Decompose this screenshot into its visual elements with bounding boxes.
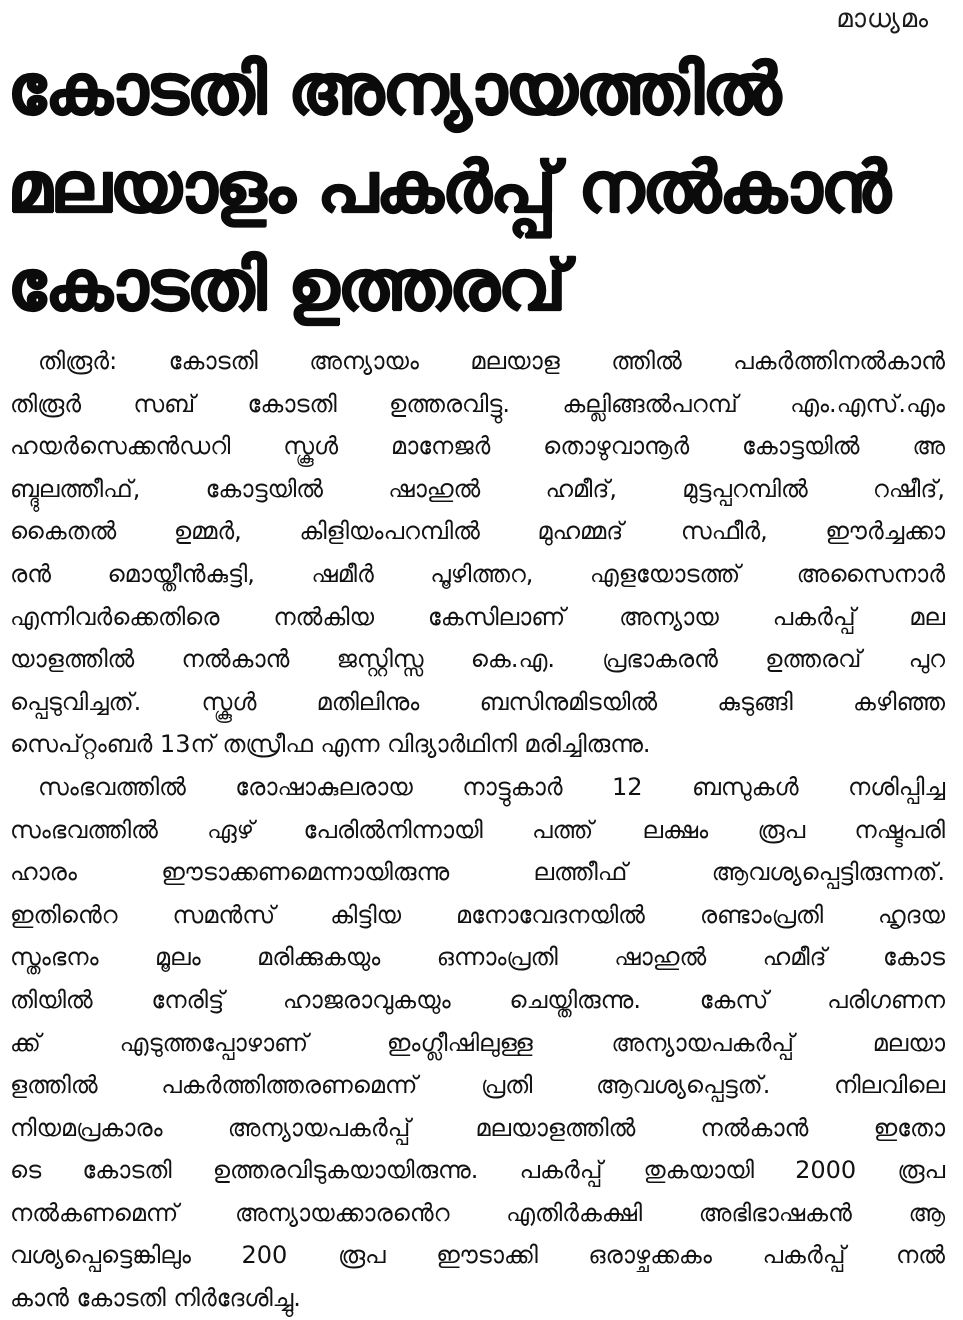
- article-line: കൈതൽ ഉമ്മർ, കിളിയംപറമ്പിൽ മുഹമ്മദ് സഫീർ, ഈർച്ചക്കാ: [10, 517, 945, 546]
- article-line: നിയമപ്രകാരം അന്യായപകർപ്പ് മലയാളത്തിൽ നൽകാൻ ഇതോ: [10, 1113, 945, 1142]
- article-line: ഹയർസെക്കൻഡറി സ്കൂൾ മാനേജർ തൊഴുവാനൂർ കോട്ടയിൽ അ: [10, 432, 945, 461]
- article-line: സംഭവത്തിൽ രോഷാകുലരായ നാട്ടുകാർ 12 ബസുകൾ നശിപ്പിച്ച: [38, 772, 945, 801]
- article-line: എന്നിവർക്കെതിരെ നൽകിയ കേസിലാണ് അന്യായ പകർപ്പ് മല: [10, 602, 945, 631]
- article-line: ഇതിൻെറ സമൻസ് കിട്ടിയ മനോവേദനയിൽ രണ്ടാംപ്രതി ഹൃദയ: [10, 900, 945, 929]
- newspaper-masthead: മാധ്യമം: [836, 4, 929, 34]
- article-line: സ്തംഭനം മൂലം മരിക്കുകയും ഒന്നാംപ്രതി ഷാഹുൽ ഹമീദ് കോട: [10, 943, 945, 972]
- article-line: വശ്യപ്പെട്ടെങ്കിലും 200 രൂപ ഈടാക്കി ഒരാഴ്ചക്കകം പകർപ്പ് നൽ: [10, 1241, 945, 1270]
- article-line: തിരൂർ സബ് കോടതി ഉത്തരവിട്ടു. കല്ലിങ്ങൽപറമ്പ് എം.എസ്.എം: [10, 389, 945, 418]
- headline-line: കോടതി അന്യായത്തിൽ: [8, 48, 780, 130]
- headline-line: കോടതി ഉത്തരവ്: [8, 244, 566, 326]
- article-line: യാളത്തിൽ നൽകാൻ ജസ്റ്റിസ്സ കെ.എ. പ്രഭാകരൻ ഉത്തരവ് പുറ: [10, 645, 945, 674]
- article-body: [10, 340, 945, 1320]
- headline: [8, 40, 938, 334]
- article-line: പ്പെടുവിച്ചത്. സ്കൂൾ മതിലിനും ബസിനുമിടയിൽ കുടുങ്ങി കഴിഞ്ഞ: [10, 687, 945, 716]
- article-line: ക്ക് എടുത്തപ്പോഴാണ് ഇംഗ്ലീഷിലുള്ള അന്യായപകർപ്പ് മലയാ: [10, 1028, 945, 1057]
- article-line: ളത്തിൽ പകർത്തിത്തരണമെന്ന് പ്രതി ആവശ്യപ്പെട്ടത്. നിലവിലെ: [10, 1071, 945, 1100]
- article-line: ടെ കോടതി ഉത്തരവിടുകയായിരുന്നു. പകർപ്പ് തുകയായി 2000 രൂപ: [10, 1156, 945, 1185]
- article-line: നൽകണമെന്ന് അന്യായക്കാരൻെറ എതിർകക്ഷി അഭിഭാഷകൻ ആ: [10, 1198, 945, 1227]
- article-line: സെപ്റ്റംബർ 13ന് തസ്രീഫ എന്ന വിദ്യാർഥിനി മരിച്ചിരുന്നു.: [10, 730, 651, 759]
- article-line: സംഭവത്തിൽ ഏഴ് പേരിൽനിന്നായി പത്ത് ലക്ഷം രൂപ നഷ്ടപരി: [10, 815, 945, 844]
- article-line: തിരൂർ: കോടതി അന്യായം മലയാള ത്തിൽ പകർത്തിനൽകാൻ: [38, 347, 945, 375]
- article-line: കാൻ കോടതി നിർദേശിച്ചു.: [10, 1284, 301, 1313]
- article-line: തിയിൽ നേരിട്ട് ഹാജരാവുകയും ചെയ്തിരുന്നു. കേസ് പരിഗണന: [10, 985, 945, 1014]
- article-line: രൻ മൊയ്തീൻകുട്ടി, ഷമീർ പൂഴിത്തറ, എളയോടത്ത് അസൈനാർ: [10, 559, 945, 588]
- headline-line: മലയാളം പകർപ്പ് നൽകാൻ: [8, 146, 890, 228]
- article-line: ബ്ദുലത്തീഫ്, കോട്ടയിൽ ഷാഹുൽ ഹമീദ്, മുട്ടപ്പറമ്പിൽ റഷീദ്,: [10, 474, 945, 503]
- article-line: ഹാരം ഈടാക്കണമെന്നായിരുന്നു ലത്തീഫ് ആവശ്യപ്പെട്ടിരുന്നത്.: [10, 858, 945, 887]
